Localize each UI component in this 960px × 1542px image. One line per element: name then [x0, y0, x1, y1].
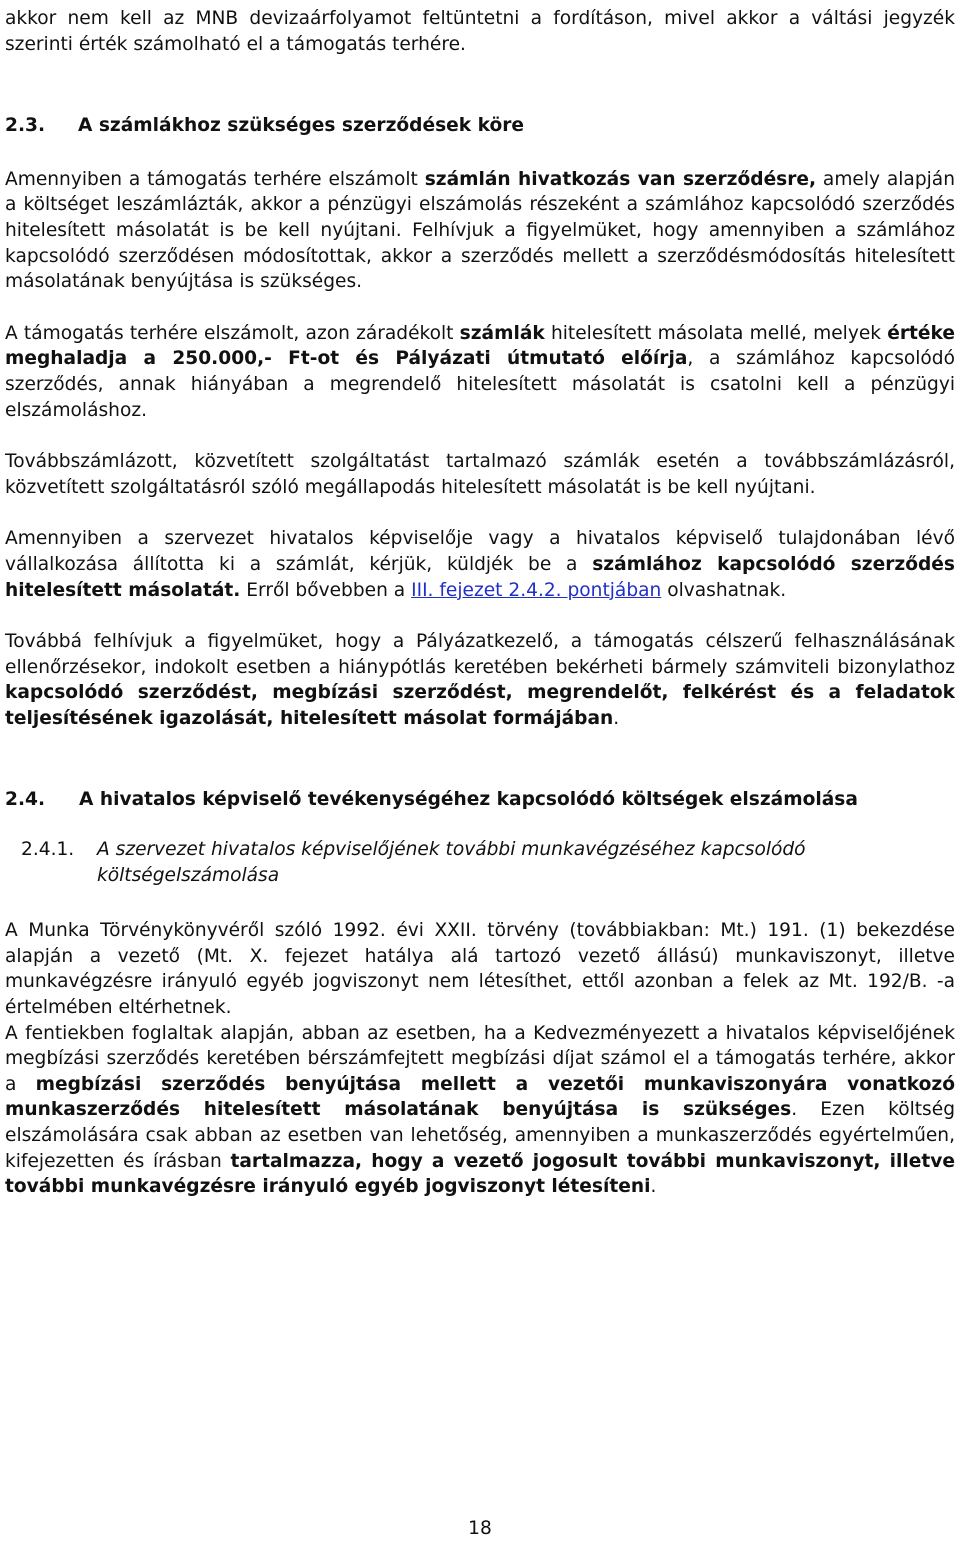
- text-run: Amennyiben a támogatás terhére elszámolt: [5, 168, 425, 190]
- intro-text: akkor nem kell az MNB devizaárfolyamot feltüntetni a fordításon, mivel akkor a váltási jegyzék szerinti érték számolható el a támogatás terhére.: [5, 8, 955, 55]
- section-title: A számlákhoz szükséges szerződések köre: [78, 115, 525, 137]
- subsection-number: 2.4.1.: [21, 839, 75, 861]
- bold-run: számlán hivatkozás van szerződésre,: [424, 168, 817, 190]
- text-run: .: [613, 707, 620, 729]
- section-heading-2-4: [5, 787, 955, 813]
- paragraph: [5, 321, 955, 423]
- page-number: 18: [468, 1518, 492, 1539]
- text-run: A támogatás terhére elszámolt, azon záradékolt: [5, 322, 460, 344]
- text-run: A Munka Törvénykönyvéről szóló 1992. évi XXII. törvény (továbbiakban: Mt.) 191. (1) bekezdése alapján a vezető (Mt. X. fejezet hatálya alá tartozó vezető állású) munkaviszonyt, illetve munkavégzésre irányuló egyéb jogviszonyt nem létesíthet, ettől azonban a felek az Mt. 192/B. -a értelmében eltérhetnek.: [5, 920, 955, 1019]
- bold-run: tartalmazza, hogy a vezető jogosult további munkaviszonyt, illetve további munkavégzésre irányuló egyéb jogviszonyt létesíteni: [5, 1150, 956, 1198]
- section-number: 2.3.: [5, 115, 46, 137]
- paragraph: [5, 449, 955, 500]
- text-run: amely alapján a költséget leszámlázták, akkor a pénzügyi elszámolás részeként a számlához kapcsolódó szerződés hitelesített másolatát is be kell nyújtani. Felhívjuk a figyelmüket, hogy amennyiben a számlához kapcsolódó szerződésen módosítottak, akkor a szerződés mellett a szerződésmódosítás hitelesített másolatának benyújtása is szükséges.: [5, 168, 955, 293]
- text-run: . Ezen költség elszámolására csak abban az esetben van lehetőség, amennyiben a munkaszerződés egyértelműen, kifejezetten és írásban: [5, 1099, 955, 1172]
- text-run: , a számlához kapcsolódó szerződés, annak hiányában a megrendelő hitelesített másolatát is csatolni kell a pénzügyi elszámoláshoz.: [5, 348, 955, 421]
- text-run: A fentiekben foglaltak alapján, abban az esetben, ha a Kedvezményezett a hivatalos képviselőjének megbízási szerződés keretében bérszámfejtett megbízási díjat számol el a támogatás terhére, akkor a: [5, 1022, 955, 1095]
- intro-paragraph: [5, 6, 955, 57]
- text-run: Erről bővebben a: [240, 579, 412, 601]
- paragraph: [5, 167, 955, 295]
- text-run: Továbbá felhívjuk a figyelmüket, hogy a Pályázatkezelő, a támogatás célszerű felhasználásának ellenőrzésekor, indokolt esetben a hiánypótlás keretében bekérheti bármely számviteli bizonylathoz: [5, 631, 955, 678]
- text-run: Amennyiben a szervezet hivatalos képviselője vagy a hivatalos képviselő tulajdonában lévő vállalkozása állította ki a számlát, kérjük, küldjék be a: [5, 528, 955, 575]
- bold-run: kapcsolódó szerződést, megbízási szerződést, megrendelőt, felkérést és a feladatok teljesítésének igazolását, hitelesített másolat formájában: [5, 682, 955, 729]
- section-number: 2.4.: [5, 789, 46, 811]
- chapter-link[interactable]: III. fejezet 2.4.2. pontjában: [411, 579, 662, 601]
- subsection-heading-2-4-1: [21, 837, 955, 888]
- text-run: hitelesített másolata mellé, melyek: [544, 322, 888, 344]
- document-page: [5, 6, 955, 1200]
- bold-run: megbízási szerződés benyújtása mellett a vezetői munkaviszonyára vonatkozó munkaszerződés hitelesített másolatának benyújtása is szükséges: [5, 1073, 955, 1121]
- paragraph: [5, 526, 955, 603]
- paragraph: [5, 918, 955, 1020]
- text-run: Továbbszámlázott, közvetített szolgáltatást tartalmazó számlák esetén a továbbszámlázásról, közvetített szolgáltatásról szóló megállapodás hitelesített másolatát is be kell nyújtani.: [5, 451, 955, 498]
- text-run: olvashatnak.: [661, 579, 787, 601]
- text-run: .: [650, 1176, 657, 1198]
- paragraph: [5, 1021, 955, 1200]
- section-title: A hivatalos képviselő tevékenységéhez kapcsolódó költségek elszámolása: [79, 789, 858, 811]
- paragraph: [5, 629, 955, 731]
- bold-run: értéke meghaladja a 250.000,- Ft-ot és Pályázati útmutató előírja: [5, 322, 956, 370]
- bold-run: számlához kapcsolódó szerződés hitelesített másolatát.: [5, 553, 955, 601]
- section-heading-2-3: [5, 113, 955, 139]
- bold-run: számlák: [459, 322, 545, 344]
- subsection-title: A szervezet hivatalos képviselőjének további munkavégzéséhez kapcsolódó költségelszámolása: [97, 839, 806, 886]
